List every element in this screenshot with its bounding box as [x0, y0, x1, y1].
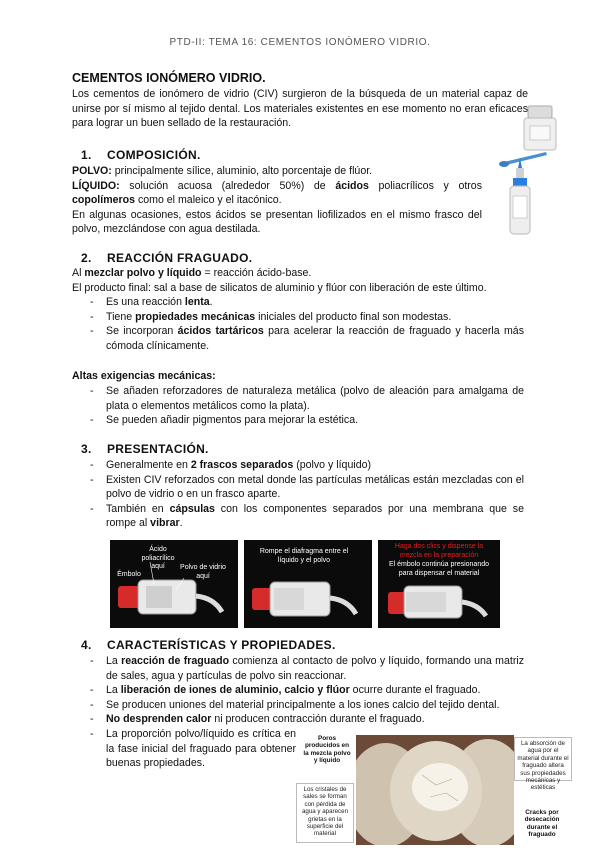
list-item: - Tiene propiedades mecánicas iniciales del producto final son modestas.: [90, 310, 524, 325]
page-header: PTD-II: TEMA 16: CEMENTOS IONÓMERO VIDRIO.: [169, 37, 431, 48]
list-item: - Generalmente en 2 frascos separados (polvo y líquido): [90, 458, 524, 473]
capsule-panel-2: Rompe el diafragma entre el líquido y el polvo: [244, 540, 372, 628]
section-3-list: [90, 458, 524, 531]
product-bottles-image: [484, 104, 568, 244]
list-item: - También en cápsulas con los componentes separados por una membrana que se rompe al vibrar.: [90, 502, 524, 531]
list-item: - Se añaden reforzadores de naturaleza metálica (polvo de aleación para amalgama de plata o elementos metálicos como la plata).: [90, 384, 524, 413]
list-item: - Se producen uniones del material principalmente a los iones calcio del tejido dental.: [90, 698, 524, 713]
list-item: - Es una reacción lenta.: [90, 295, 524, 310]
section-1-heading: 1. COMPOSICIÓN.: [81, 148, 201, 162]
list-item: - Se pueden añadir pigmentos para mejorar la estética.: [90, 413, 524, 428]
cracks-label: Cracks por desecación durante el fraguado: [524, 809, 560, 839]
section-2-list: [90, 295, 524, 353]
section-2-body: Al mezclar polvo y líquido = reacción ácido-base. El producto final: sal a base de silicatos de aluminio y flúor con liberación de este último.: [72, 267, 487, 294]
list-item: - Existen CIV reforzados con metal donde las partículas metálicas están mezcladas con el polvo de vidrio o en un frasco aparte.: [90, 473, 524, 502]
high-demands-list: [90, 384, 524, 428]
tooth-photo: [356, 735, 514, 845]
section-1-body: POLVO: principalmente sílice, aluminio, alto porcentaje de flúor. LÍQUIDO: solución acuosa (alrededor 50%) de ácidos poliacrílicos y otros copolímeros como el maleico y el itacónico. En algunas ocasiones, estos ácidos se presentan liofilizados en el mismo frasco del polvo, mezclándose con agua destilada.: [72, 165, 482, 236]
section-4-list-cont: [90, 727, 296, 771]
list-item: - No desprenden calor ni producen contracción durante el fraguado.: [90, 712, 524, 727]
high-demands-title: Altas exigencias mecánicas:: [72, 370, 216, 382]
list-item: - La reacción de fraguado comienza al contacto de polvo y líquido, formando una matriz de sales, agua y partículas de polvo sin reaccionar.: [90, 654, 524, 683]
page-title: CEMENTOS IONÓMERO VIDRIO.: [72, 71, 266, 85]
left-note-box: Los cristales de sales se forman con pérdida de agua y aparecen grietas en la superficie del material: [296, 783, 354, 843]
section-2-heading: 2. REACCIÓN FRAGUADO.: [81, 251, 253, 265]
section-4-heading: 4. CARACTERÍSTICAS Y PROPIEDADES.: [81, 638, 336, 652]
capsule-panel-1: Ácido poliacrílico aquí Polvo de vidrio aquí Émbolo: [110, 540, 238, 628]
list-item: - Se incorporan ácidos tartáricos para acelerar la reacción de fraguado y hacerla más cómoda clínicamente.: [90, 324, 524, 353]
tooth-figure: [300, 735, 572, 845]
list-item: - La proporción polvo/líquido es crítica en la fase inicial del fraguado para obtener buenas propiedades.: [90, 727, 296, 771]
pores-label: Poros producidos en la mezcla polvo y líquido: [303, 735, 351, 765]
list-item: - La liberación de iones de aluminio, calcio y flúor ocurre durante el fraguado.: [90, 683, 524, 698]
section-3-heading: 3. PRESENTACIÓN.: [81, 442, 209, 456]
capsule-panel-3: Haga dos clics y dispense la mezcla en la preparación El émbolo continúa presionando para dispensar el material: [378, 540, 500, 628]
section-4-list: [90, 654, 524, 727]
intro-paragraph: Los cementos de ionómero de vidrio (CIV) surgieron de la búsqueda de un material capaz de unirse por sí mismo al tejido dental. Los materiales existentes en ese momento no eran eficaces para lograr un buen sellado de la restauración.: [72, 88, 528, 130]
right-note-box: La absorción de agua por el material durante el fraguado altera sus propiedades mecánicas y estéticas: [514, 737, 572, 781]
